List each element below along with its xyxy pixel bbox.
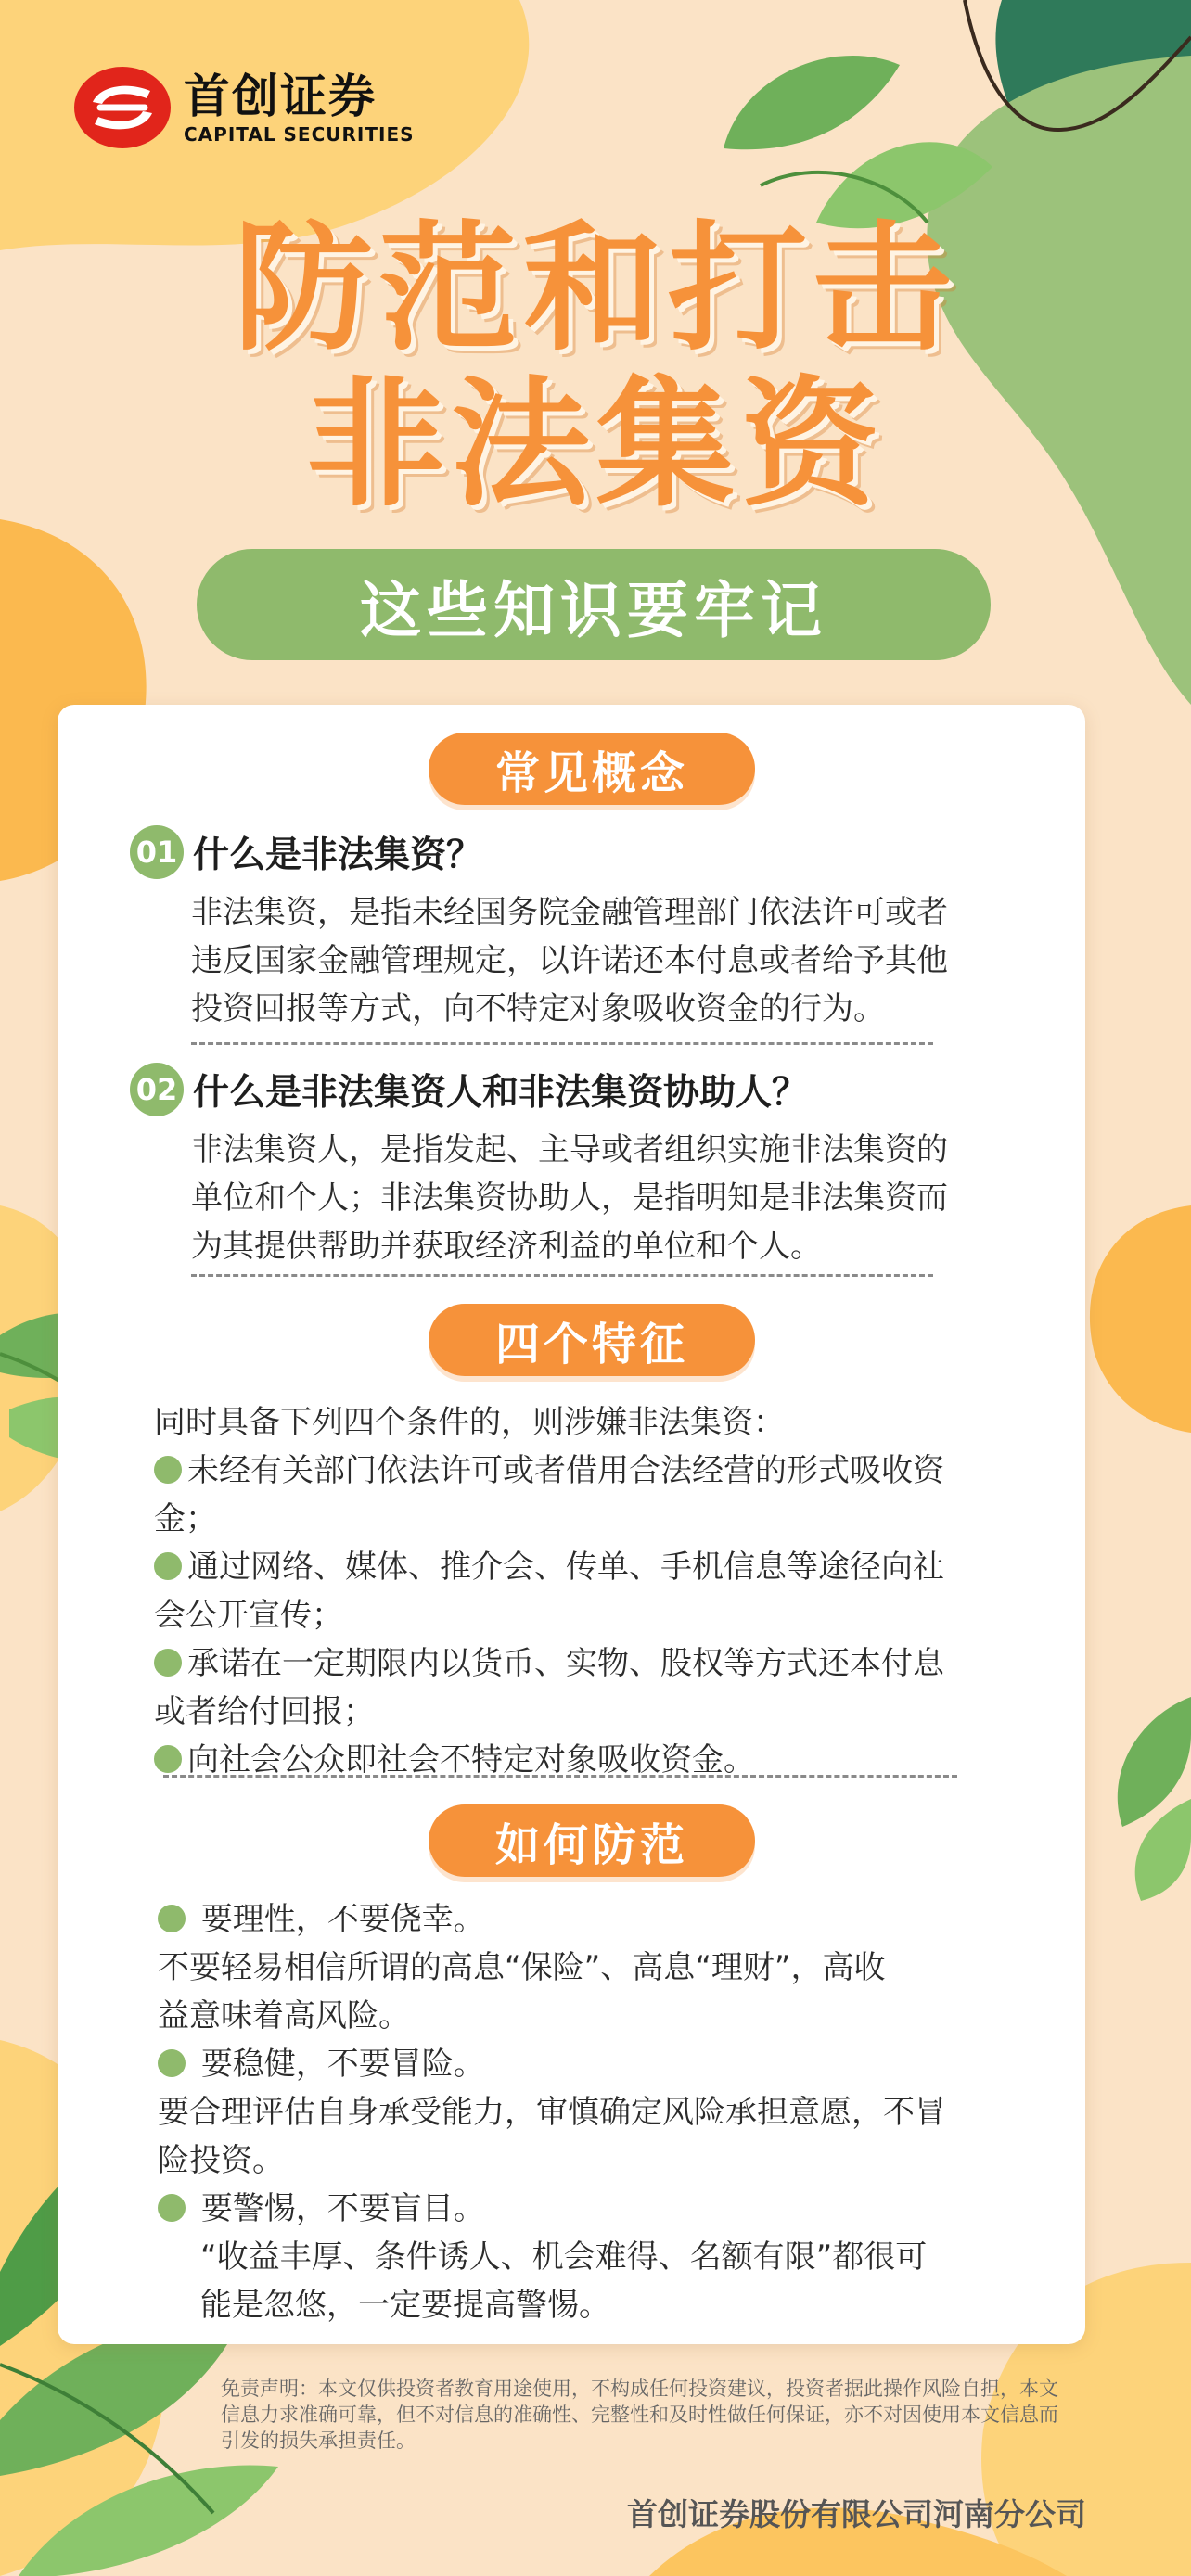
features-intro: 同时具备下列四个条件的，则涉嫌非法集资：: [154, 1404, 785, 1441]
answer-line: 为其提供帮助并获取经济利益的单位和个人。: [191, 1228, 822, 1265]
prevention-list: [158, 1895, 1039, 2329]
feature-item-cont: 或者给付回报；: [154, 1693, 375, 1730]
divider: [163, 1775, 957, 1778]
feature-item-cont: 会公开宣传；: [154, 1597, 343, 1634]
prevention-point: [158, 1895, 1039, 1944]
prevention-detail: 能是忽悠，一定要提高警惕。: [200, 2287, 610, 2324]
green-bullet-icon: [154, 1456, 182, 1484]
answer-line: 投资回报等方式，向不特定对象吸收资金的行为。: [191, 990, 885, 1027]
subtitle-banner: 这些知识要牢记: [197, 549, 991, 660]
feature-item: [154, 1543, 1035, 1591]
answer-line: 单位和个人；非法集资协助人，是指明知是非法集资而: [191, 1180, 948, 1217]
feature-item: [154, 1447, 1035, 1495]
prevention-point-text: 要稳健，不要冒险。: [200, 2046, 485, 2083]
prevention-detail: 益意味着高风险。: [158, 1997, 410, 2034]
divider: [191, 1042, 933, 1045]
page-title-line-2: 非法集资: [305, 364, 885, 526]
question-01: [130, 825, 482, 879]
prevention-detail: 不要轻易相信所谓的高息“保险”、高息“理财”，高收: [158, 1949, 886, 1986]
answer-line: 非法集资人，是指发起、主导或者组织实施非法集资的: [191, 1131, 948, 1168]
capital-securities-logo-icon: [72, 65, 173, 150]
answer-02: [191, 1126, 948, 1270]
disclaimer-text: 免责声明：本文仅供投资者教育用途使用，不构成任何投资建议，投资者据此操作风险自担，本文信息力求准确可靠，但不对信息的准确性、完整性和及时性做任何保证，亦不对因使用本文信息而引发的损失承担责任。: [221, 2378, 1058, 2452]
answer-01: [191, 888, 948, 1033]
section-heading-concepts: 常见概念: [429, 733, 755, 805]
prevention-point: [158, 2185, 1039, 2233]
green-bullet-icon: [154, 1649, 182, 1677]
prevention-detail: “收益丰厚、条件诱人、机会难得、名额有限”都很可: [200, 2238, 928, 2276]
question-title: 什么是非法集资？: [193, 835, 483, 876]
prevention-point-text: 要警惕，不要盲目。: [200, 2190, 485, 2227]
brand-logo: [72, 65, 415, 150]
green-bullet-icon: [158, 2194, 186, 2222]
feature-text: 未经有关部门依法许可或者借用合法经营的形式吸收资: [187, 1452, 944, 1489]
section-heading-features: 四个特征: [429, 1304, 755, 1376]
answer-line: 非法集资，是指未经国务院金融管理部门依法许可或者: [191, 894, 948, 931]
feature-text: 通过网络、媒体、推介会、传单、手机信息等途径向社: [187, 1549, 944, 1586]
feature-text: 向社会公众即社会不特定对象吸收资金。: [187, 1741, 755, 1779]
prevention-detail: 险投资。: [158, 2142, 284, 2179]
prevention-point-text: 要理性，不要侥幸。: [200, 1901, 485, 1938]
brand-name-en: CAPITAL SECURITIES: [184, 123, 415, 146]
green-bullet-icon: [154, 1552, 182, 1580]
question-02: [130, 1063, 808, 1116]
prevention-point: [158, 2040, 1039, 2088]
question-number-badge: 01: [130, 825, 184, 879]
question-title: 什么是非法集资人和非法集资协助人？: [193, 1072, 809, 1114]
feature-text: 承诺在一定期限内以货币、实物、股权等方式还本付息: [187, 1645, 944, 1682]
divider: [191, 1274, 933, 1277]
feature-item-cont: 金；: [154, 1500, 217, 1537]
company-name: 首创证券股份有限公司河南分公司: [627, 2496, 1086, 2532]
page-title-line-1: 防范和打击: [233, 209, 957, 370]
section-heading-prevention: 如何防范: [429, 1804, 755, 1877]
green-bullet-icon: [154, 1745, 182, 1773]
question-number-badge: 02: [130, 1063, 184, 1116]
features-list: [154, 1398, 1035, 1784]
prevention-detail: 要合理评估自身承受能力，审慎确定风险承担意愿，不冒: [158, 2094, 946, 2131]
green-bullet-icon: [158, 2049, 186, 2077]
brand-name-cn: 首创证券: [184, 70, 377, 123]
answer-line: 违反国家金融管理规定，以许诺还本付息或者给予其他: [191, 942, 948, 979]
green-bullet-icon: [158, 1905, 186, 1932]
feature-item: [154, 1639, 1035, 1688]
